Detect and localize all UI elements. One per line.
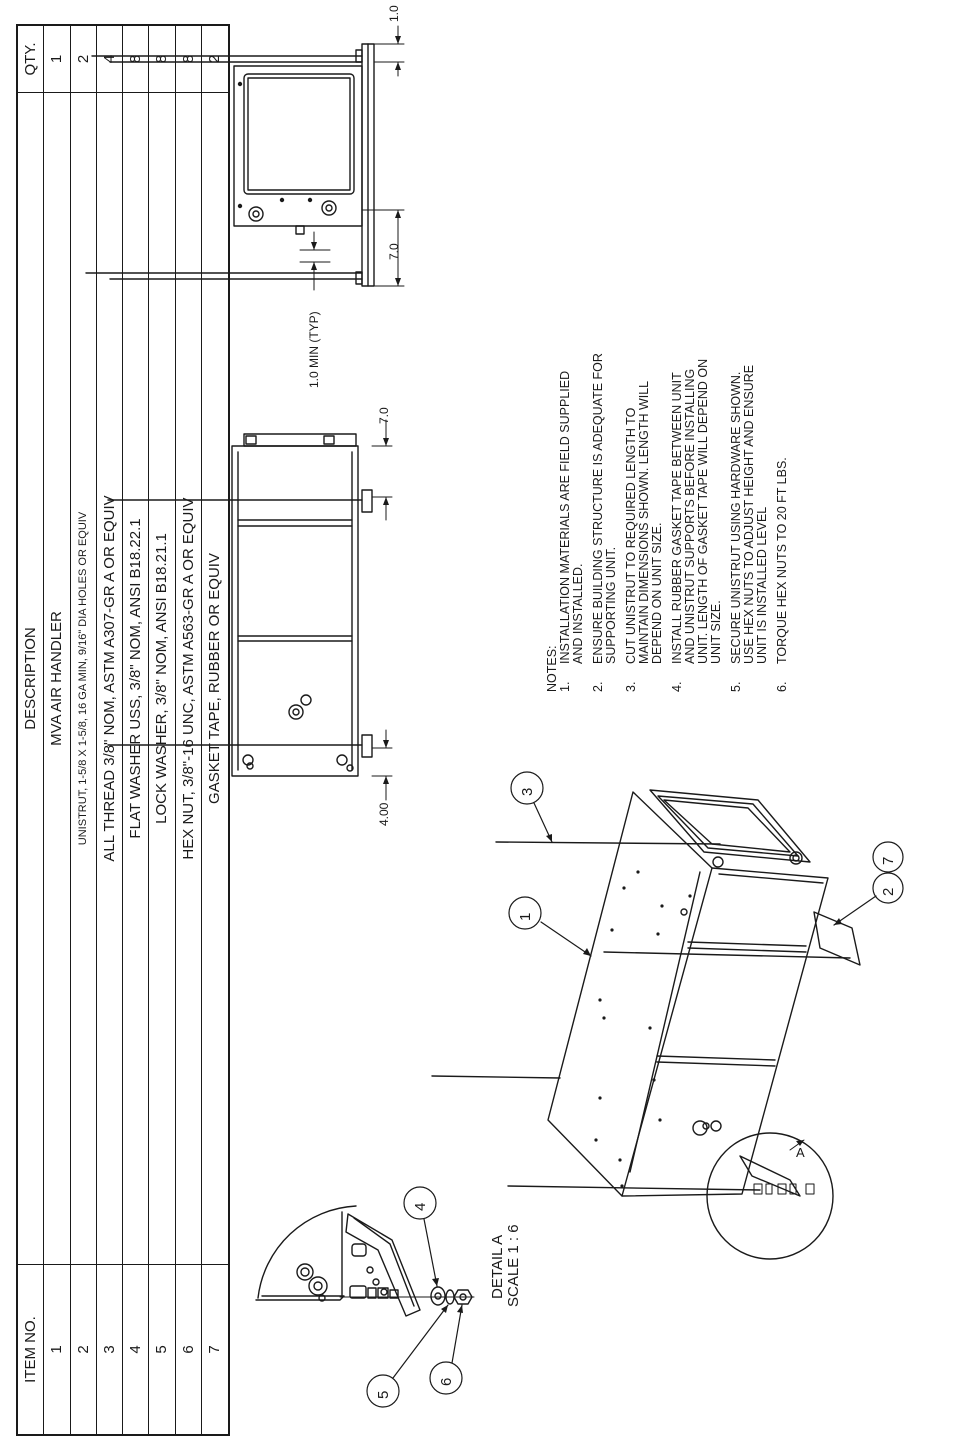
dim-side-offset-right: 7.0 <box>377 407 391 424</box>
threaded-rod-1 <box>496 842 720 844</box>
note-text: INSTALL RUBBER GASKET TAPE BETWEEN UNIT AND UNISTRUT SUPPORTS BEFORE INSTALLING UNIT. LENGTH OF GASKET TAPE WILL DEPEND ON UNIT SIZE. <box>670 358 723 664</box>
balloon-group <box>367 772 903 1407</box>
bom-row-5-qty: 8 <box>149 26 175 92</box>
detail-a-scale: SCALE 1 : 6 <box>505 1224 522 1307</box>
note-item: 3. CUT UNISTRUT TO REQUIRED LENGTH TO MAINTAIN DIMENSIONS SHOWN. LENGTH WILL DEPEND ON UNIT SIZE. <box>625 352 664 692</box>
bom-row-3-description: ALL THREAD 3/8" NOM, ASTM A307-GR A OR EQUIV <box>97 92 123 1264</box>
bom-row-4-qty: 8 <box>123 26 149 92</box>
bom-row-5-description: LOCK WASHER, 3/8" NOM, ANSI B18.21.1 <box>149 92 175 1264</box>
bom-row-2-qty: 2 <box>71 26 97 92</box>
notes-title: NOTES: <box>545 645 559 692</box>
bom-row-3-qty: 4 <box>97 26 123 92</box>
unit-end-outline <box>234 66 362 226</box>
dim-side-offset-left: 4.00 <box>377 802 391 826</box>
balloon-5: 5 <box>375 1390 392 1399</box>
note-item: 5. SECURE UNISTRUT USING HARDWARE SHOWN. USE HEX NUTS TO ADJUST HEIGHT AND ENSURE UNIT IS INSTALLED LEVEL <box>730 352 769 692</box>
balloon-2: 2 <box>880 887 897 896</box>
bill-of-materials-table <box>16 24 230 1436</box>
note-text: SECURE UNISTRUT USING HARDWARE SHOWN. USE HEX NUTS TO ADJUST HEIGHT AND ENSURE UNIT IS INSTALLED LEVEL <box>729 364 769 664</box>
bom-row-6-description: HEX NUT, 3/8"-16 UNC, ASTM A563-GR A OR EQUIV <box>176 92 202 1264</box>
notes-block <box>546 352 789 692</box>
detail-view-letter: A <box>796 1145 805 1160</box>
note-item: 2. ENSURE BUILDING STRUCTURE IS ADEQUATE FOR SUPPORTING UNIT. <box>591 353 618 692</box>
note-item: 6. TORQUE HEX NUTS TO 20 FT LBS. <box>775 457 789 692</box>
dim-right-view-offset: 7.0 <box>387 243 401 260</box>
bom-row-4-description: FLAT WASHER USS, 3/8" NOM, ANSI B18.22.1 <box>123 92 149 1264</box>
notes-list <box>559 352 789 692</box>
bom-header-description: DESCRIPTION <box>18 92 44 1264</box>
unit-body <box>548 792 712 1196</box>
bom-row-7-item: 7 <box>202 1264 228 1434</box>
note-text: CUT UNISTRUT TO REQUIRED LENGTH TO MAINTAIN DIMENSIONS SHOWN. LENGTH WILL DEPEND ON UNIT SIZE. <box>624 381 664 664</box>
bom-row-3-item: 3 <box>97 1264 123 1434</box>
connection-circle <box>249 207 263 221</box>
bom-row-6-item: 6 <box>176 1264 202 1434</box>
bom-row-7-qty: 2 <box>206 54 224 64</box>
balloon-1: 1 <box>517 912 534 921</box>
balloon-4: 4 <box>412 1202 429 1211</box>
unistrut-detail <box>346 1214 420 1316</box>
bom-row-1-qty: 1 <box>44 26 70 92</box>
balloon-6: 6 <box>438 1377 455 1386</box>
note-text: TORQUE HEX NUTS TO 20 FT LBS. <box>775 457 789 664</box>
note-text: ENSURE BUILDING STRUCTURE IS ADEQUATE FOR SUPPORTING UNIT. <box>591 353 618 664</box>
isometric-assembly <box>432 787 860 1259</box>
bom-row-6-qty: 8 <box>176 26 202 92</box>
detail-a-callout <box>707 1133 833 1259</box>
dim-min-typ: 1.0 MIN (TYP) <box>307 311 321 388</box>
bom-header-qty: QTY. <box>18 26 44 92</box>
bom-header-item: ITEM NO. <box>18 1264 44 1434</box>
detail-a-title: DETAIL A <box>489 1234 506 1299</box>
bom-row-7-description: GASKET TAPE, RUBBER OR EQUIV <box>202 92 228 1264</box>
bom-row-1-item: 1 <box>44 1264 70 1434</box>
bom-row-2-item: 2 <box>71 1264 97 1434</box>
bom-row-4-item: 4 <box>123 1264 149 1434</box>
bom-row-1-description: MVA AIR HANDLER <box>44 92 70 1264</box>
detail-a <box>256 1206 474 1316</box>
dim-top-gap: 1.0 <box>387 5 401 22</box>
bom-row-2-description: UNISTRUT, 1-5/8 X 1-5/8, 16 GA MIN, 9/16" DIA HOLES OR EQUIV <box>71 92 97 1264</box>
balloon-3: 3 <box>519 787 536 796</box>
note-item: 4. INSTALL RUBBER GASKET TAPE BETWEEN UNIT AND UNISTRUT SUPPORTS BEFORE INSTALLING UNIT. LENGTH OF GASKET TAPE WILL DEPEND ON UNIT SIZE. <box>671 352 723 692</box>
unit-side-outline <box>232 446 358 776</box>
note-text: INSTALLATION MATERIALS ARE FIELD SUPPLIED AND INSTALLED. <box>558 370 585 664</box>
bom-row-5-item: 5 <box>149 1264 175 1434</box>
note-item: 1. INSTALLATION MATERIALS ARE FIELD SUPPLIED AND INSTALLED. <box>559 352 585 692</box>
balloon-7: 7 <box>880 856 897 865</box>
